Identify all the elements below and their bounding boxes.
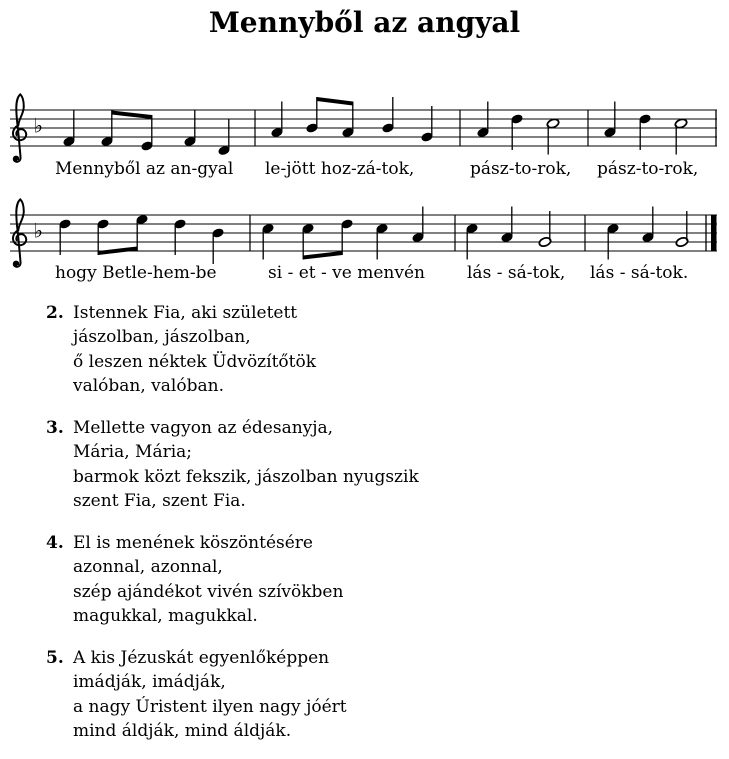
- verse: [46, 646, 347, 743]
- beam: [98, 247, 137, 256]
- lyric-token: le-jött hoz-zá-tok,: [265, 159, 415, 179]
- verse-line: barmok közt fekszik, jászolban nyugszik: [73, 466, 419, 487]
- beam: [112, 111, 152, 120]
- verse-line: Mária, Mária;: [73, 442, 193, 463]
- treble-clef-dot: [14, 262, 18, 266]
- final-barline: [711, 215, 717, 252]
- verse-line: magukkal, magukkal.: [73, 605, 258, 626]
- verse-line: ő leszen néktek Üdvözítőtök: [73, 351, 317, 372]
- treble-clef-curve: [13, 199, 26, 262]
- verse-lines: [73, 646, 347, 743]
- staff-system-1: [0, 90, 729, 180]
- verse-line: jászolban, jászolban,: [73, 327, 251, 348]
- beam: [317, 97, 353, 106]
- song-title: Mennyből az angyal: [208, 6, 521, 39]
- lyric-token: lás - sá-tok,: [467, 263, 566, 283]
- verse: [46, 301, 316, 398]
- verse-line: Mellette vagyon az édesanyja,: [73, 418, 334, 438]
- lyric-token: pász-to-rok,: [470, 159, 572, 179]
- lyric-token: Mennyből az an-gyal: [55, 159, 234, 179]
- staff-system-2: [0, 195, 729, 285]
- verse-lines: [73, 416, 419, 513]
- lyric-token: si - et - ve menvén: [268, 263, 425, 283]
- verse-line: El is menének köszöntésére: [73, 533, 313, 553]
- verse: [46, 416, 419, 513]
- verse-line: Istennek Fia, aki született: [73, 303, 298, 323]
- verse-line: szép ajándékot vivén szívökben: [73, 581, 344, 602]
- verse-line: szent Fia, szent Fia.: [73, 490, 246, 511]
- verse-line: a nagy Úristent ilyen nagy jóért: [73, 696, 347, 717]
- beam: [303, 251, 342, 260]
- verse-number: 2.: [46, 303, 64, 323]
- verse: [46, 531, 343, 628]
- lyric-token: pász-to-rok,: [597, 159, 699, 179]
- verse-line: mind áldják, mind áldják.: [73, 720, 292, 741]
- verse-lines: [73, 301, 316, 398]
- verse-line: valóban, valóban.: [73, 375, 224, 396]
- treble-clef-dot: [14, 157, 18, 161]
- verse-line: azonnal, azonnal,: [73, 557, 223, 578]
- flat-sign: ♭: [33, 113, 43, 138]
- verse-number: 3.: [46, 418, 64, 438]
- lyric-token: hogy Betle-hem-be: [55, 263, 217, 283]
- verse-line: imádják, imádják,: [73, 672, 226, 693]
- lyric-token: lás - sá-tok.: [590, 263, 689, 283]
- flat-sign: ♭: [33, 218, 43, 243]
- verse-number: 4.: [46, 533, 64, 553]
- verse-line: A kis Jézuskát egyenlőképpen: [73, 648, 330, 668]
- treble-clef-curve: [13, 94, 26, 157]
- verse-number: 5.: [46, 648, 64, 668]
- verse-lines: [73, 531, 343, 628]
